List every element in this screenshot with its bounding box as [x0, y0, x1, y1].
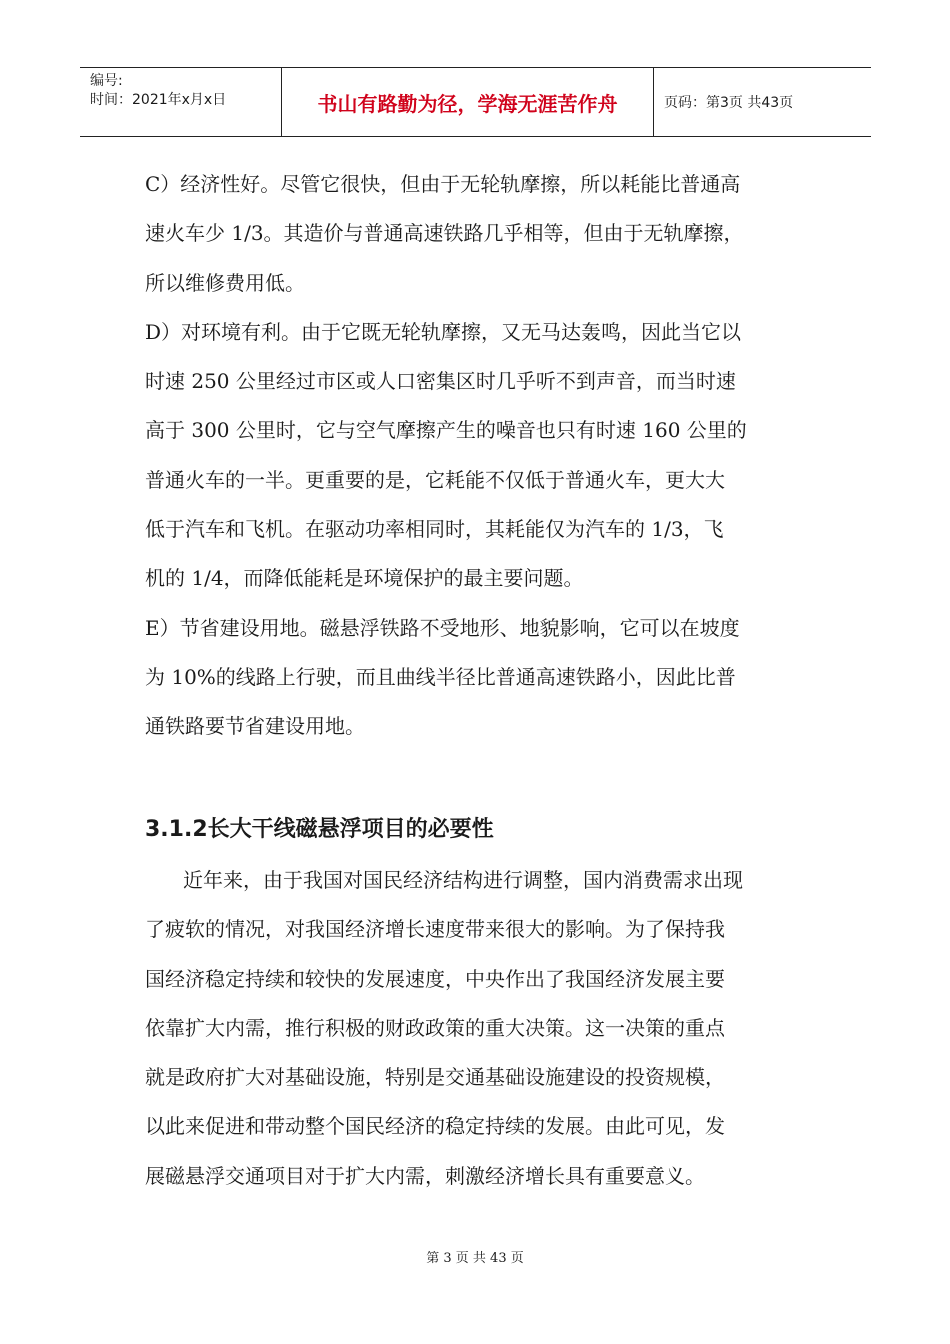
text-line: D）对环境有利。由于它既无轮轨摩擦，又无马达轰鸣，因此当它以 — [145, 319, 742, 344]
header-meta — [80, 68, 282, 136]
page-footer: 第 3 页 共 43 页 — [426, 1251, 524, 1266]
number-label: 编号: — [90, 73, 123, 89]
header-page-info: 页码：第3页 共43页 — [664, 95, 794, 111]
section-a-body — [145, 160, 815, 752]
text-line: 就是政府扩大对基础设施，特别是交通基础设施建设的投资规模， — [145, 1065, 725, 1090]
time-label: 时间：2021年x月x日 — [90, 92, 227, 108]
text-line: 近年来，由于我国对国民经济结构进行调整，国内消费需求出现 — [183, 868, 743, 892]
text-line: 以此来促进和带动整个国民经济的稳定持续的发展。由此可见，发 — [145, 1114, 725, 1139]
section-heading: 3.1.2长大干线磁悬浮项目的必要性 — [145, 817, 494, 842]
text-line: E）节省建设用地。磁悬浮铁路不受地形、地貌影响，它可以在坡度 — [145, 615, 740, 640]
text-line: 时速 250 公里经过市区或人口密集区时几乎听不到声音，而当时速 — [145, 369, 736, 394]
text-line: C）经济性好。尽管它很快，但由于无轮轨摩擦，所以耗能比普通高 — [145, 172, 741, 196]
text-line: 了疲软的情况，对我国经济增长速度带来很大的影响。为了保持我 — [145, 917, 725, 942]
text-line: 机的 1/4，而降低能耗是环境保护的最主要问题。 — [145, 566, 584, 591]
text-line: 依靠扩大内需，推行积极的财政政策的重大决策。这一决策的重点 — [145, 1015, 725, 1040]
text-line: 普通火车的一半。更重要的是，它耗能不仅低于普通火车，更大大 — [145, 467, 725, 492]
header-motto: 书山有路勤为径，学海无涯苦作舟 — [282, 68, 654, 136]
text-line: 低于汽车和飞机。在驱动功率相同时，其耗能仅为汽车的 1/3，飞 — [145, 517, 724, 542]
text-line: 通铁路要节省建设用地。 — [145, 714, 365, 739]
text-line: 高于 300 公里时，它与空气摩擦产生的噪音也只有时速 160 公里的 — [145, 418, 747, 443]
text-line: 国经济稳定持续和较快的发展速度，中央作出了我国经济发展主要 — [145, 966, 725, 991]
page-header — [80, 67, 871, 137]
text-line: 展磁悬浮交通项目对于扩大内需，刺激经济增长具有重要意义。 — [145, 1163, 705, 1188]
text-line: 所以维修费用低。 — [145, 270, 305, 295]
text-line: 速火车少 1/3。其造价与普通高速铁路几乎相等，但由于无轨摩擦， — [145, 221, 744, 246]
section-b-body — [145, 856, 815, 1201]
text-line: 为 10%的线路上行驶，而且曲线半径比普通高速铁路小，因此比普 — [145, 664, 736, 689]
